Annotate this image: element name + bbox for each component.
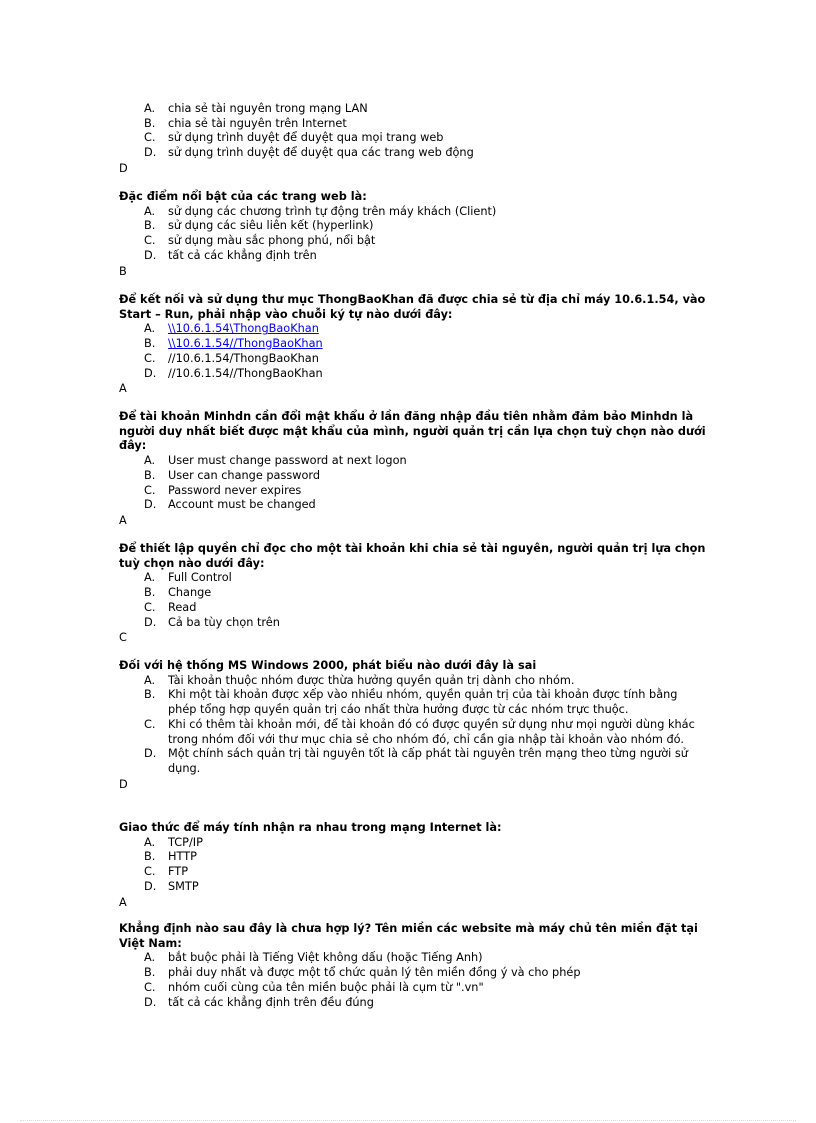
question-2 [119, 190, 709, 279]
answer-key: C [119, 631, 127, 645]
question-title: Giao thức để máy tính nhận ra nhau trong mạng Internet là: [119, 821, 502, 834]
option-a: A. Full Control [144, 571, 232, 585]
option-b: B. chia sẻ tài nguyên trên Internet [144, 116, 347, 130]
page-break-divider [20, 1120, 796, 1121]
option-c: C. Khi có thêm tài khoản mới, để tài khoản đó có được quyền sử dụng như mọi người dùng khác trong nhóm đối với thư mục chia sẻ cho nhóm đó, chỉ cần gia nhập tài khoản vào nhóm đó. [144, 717, 695, 746]
option-a: A. bắt buộc phải là Tiếng Việt không dấu (hoặc Tiếng Anh) [144, 951, 483, 965]
unc-path-link[interactable]: \\10.6.1.54//ThongBaoKhan [168, 337, 323, 351]
option-a: A. Tài khoản thuộc nhóm được thừa hưởng quyền quản trị dành cho nhóm. [144, 673, 575, 687]
option-b: B. User can change password [144, 468, 321, 482]
option-c: C. nhóm cuối cùng của tên miền buộc phải là cụm từ ".vn" [144, 980, 484, 994]
option-c: C. FTP [144, 865, 189, 879]
option-c: C. //10.6.1.54/ThongBaoKhan [144, 351, 319, 365]
option-c: C. sử dụng trình duyệt để duyệt qua mọi trang web [144, 131, 444, 145]
question-5 [119, 542, 709, 646]
option-d: D. tất cả các khẳng định trên đều đúng [144, 995, 374, 1009]
option-a: A. \\10.6.1.54\ThongBaoKhan [144, 322, 319, 336]
question-4 [119, 410, 709, 529]
option-d: D. Account must be changed [144, 498, 316, 512]
answer-key: B [119, 264, 127, 278]
question-title: Để tài khoản Minhdn cần đổi mật khẩu ở lần đăng nhập đầu tiên nhằm đảm bảo Minhdn là người duy nhất biết được mật khẩu của mình, người quản trị cần lựa chọn tuỳ chọn nào dưới đây: [119, 410, 706, 453]
question-7 [119, 821, 709, 910]
question-8 [119, 922, 709, 1010]
option-a: A. chia sẻ tài nguyên trong mạng LAN [144, 102, 368, 115]
option-d: D. sử dụng trình duyệt để duyệt qua các trang web động [144, 146, 474, 160]
answer-key: A [119, 382, 127, 396]
question-title: Đặc điểm nổi bật của các trang web là: [119, 190, 367, 203]
question-title: Để kết nối và sử dụng thư mục ThongBaoKhan đã được chia sẻ từ địa chỉ máy 10.6.1.54, vào Start – Run, phải nhập vào chuỗi ký tự nào dưới đây: [119, 293, 706, 321]
answer-key: A [119, 513, 127, 527]
question-title: Khẳng định nào sau đây là chưa hợp lý? Tên miền các website mà máy chủ tên miền đặt tại Việt Nam: [119, 922, 698, 950]
answer-key: D [119, 777, 128, 791]
unc-path-link[interactable]: \\10.6.1.54\ThongBaoKhan [168, 322, 319, 336]
option-b: B. Khi một tài khoản được xếp vào nhiều nhóm, quyền quản trị của tài khoản được tính bằng phép tổng hợp quyền quản trị cáo nhất thừa hưởng được từ các nhóm trực thuộc. [144, 688, 678, 717]
option-a: A. TCP/IP [144, 835, 203, 849]
question-1 [119, 102, 709, 177]
question-6 [119, 659, 709, 792]
option-d: D. Một chính sách quản trị tài nguyên tốt là cấp phát tài nguyên trên mạng theo từng người sử dụng. [144, 747, 688, 775]
option-a: A. sử dụng các chương trình tự động trên máy khách (Client) [144, 204, 497, 218]
option-d: D. //10.6.1.54//ThongBaoKhan [144, 366, 323, 380]
question-3 [119, 293, 709, 397]
option-b: B. phải duy nhất và được một tổ chức quản lý tên miền đồng ý và cho phép [144, 966, 581, 980]
option-b: B. HTTP [144, 850, 197, 864]
option-d: D. tất cả các khẳng định trên [144, 248, 317, 262]
option-b: B. \\10.6.1.54//ThongBaoKhan [144, 337, 323, 351]
option-c: C. sử dụng màu sắc phong phú, nổi bật [144, 234, 376, 248]
option-a: A. User must change password at next logon [144, 454, 407, 468]
answer-key: D [119, 161, 128, 175]
option-b: B. Change [144, 586, 212, 600]
answer-key: A [119, 895, 127, 909]
option-b: B. sử dụng các siêu liên kết (hyperlink) [144, 219, 374, 233]
option-d: D. SMTP [144, 879, 199, 893]
question-title: Đối với hệ thống MS Windows 2000, phát biểu nào dưới đây là sai [119, 659, 537, 672]
question-title: Để thiết lập quyền chỉ đọc cho một tài khoản khi chia sẻ tài nguyên, người quản trị lựa chọn tuỳ chọn nào dưới đây: [119, 542, 706, 570]
option-c: C. Read [144, 600, 197, 614]
option-d: D. Cả ba tùy chọn trên [144, 615, 280, 629]
option-c: C. Password never expires [144, 483, 302, 497]
